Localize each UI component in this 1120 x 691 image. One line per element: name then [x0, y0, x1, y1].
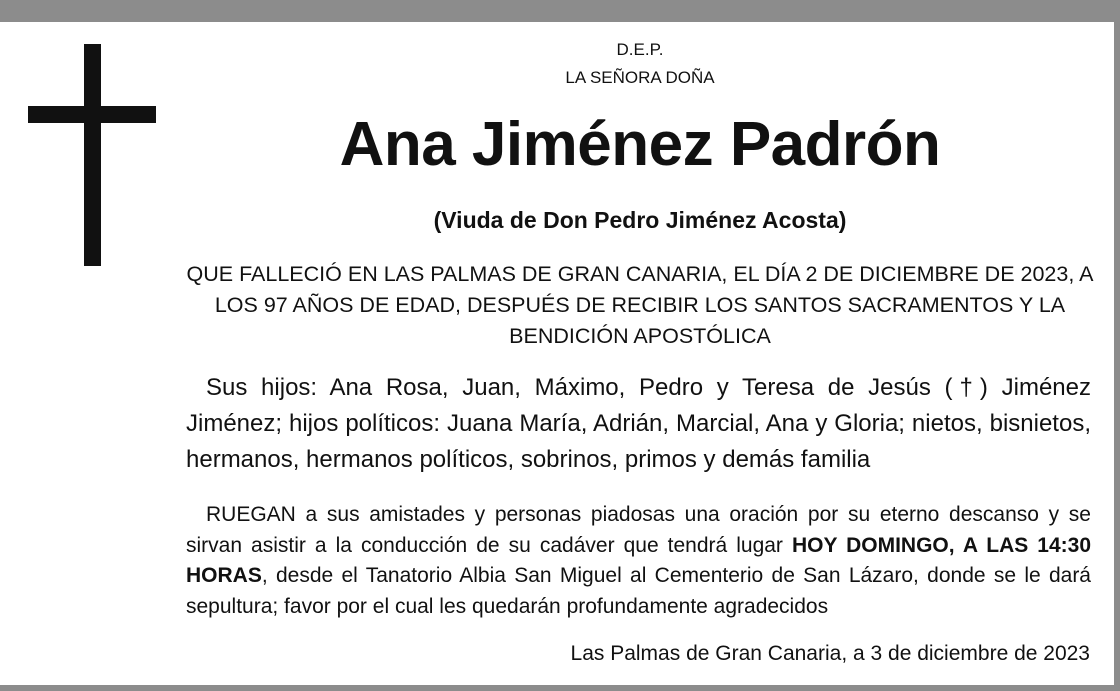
- death-announcement: QUE FALLECIÓ EN LAS PALMAS DE GRAN CANARIA, EL DÍA 2 DE DICIEMBRE DE 2023, A LOS 97 AÑOS DE EDAD, DESPUÉS DE RECIBIR LOS SANTOS SACRAMENTOS Y LA BENDICIÓN APOSTÓLICA: [186, 262, 1094, 348]
- request-text-start: RUEGAN a sus amistades y personas piadosas una oración por su eterno descanso y se sirvan asistir a la conducción de su cadáver que tendrá lugar: [186, 503, 1091, 557]
- deceased-name: Ana Jiménez Padrón: [339, 110, 941, 179]
- honorific-label: LA SEÑORA DOÑA: [565, 68, 715, 87]
- request-paragraph: [186, 500, 1091, 622]
- widow-note: (Viuda de Don Pedro Jiménez Acosta): [433, 207, 847, 233]
- request-text-end: , desde el Tanatorio Albia San Miguel al Cementerio de San Lázaro, donde se le dará sepultura; favor por el cual les quedarán profundamente agradecidos: [186, 564, 1091, 618]
- obituary-card: [0, 22, 1120, 691]
- dep-label: D.E.P.: [616, 40, 664, 59]
- cross-vertical-bar: [84, 44, 101, 266]
- service-time: HOY DOMINGO, A LAS 14:30 HORAS: [186, 533, 1092, 587]
- family-paragraph: Sus hijos: Ana Rosa, Juan, Máximo, Pedro y Teresa de Jesús (†) Jiménez Jiménez; hijos políticos: Juana María, Adrián, Marcial, Ana y Gloria; nietos, bisnietos, hermanos, hermanos políticos, sobrinos, primos y demás familia: [186, 374, 1091, 473]
- cross-horizontal-bar: [28, 106, 156, 123]
- dateline: Las Palmas de Gran Canaria, a 3 de diciembre de 2023: [570, 642, 1090, 665]
